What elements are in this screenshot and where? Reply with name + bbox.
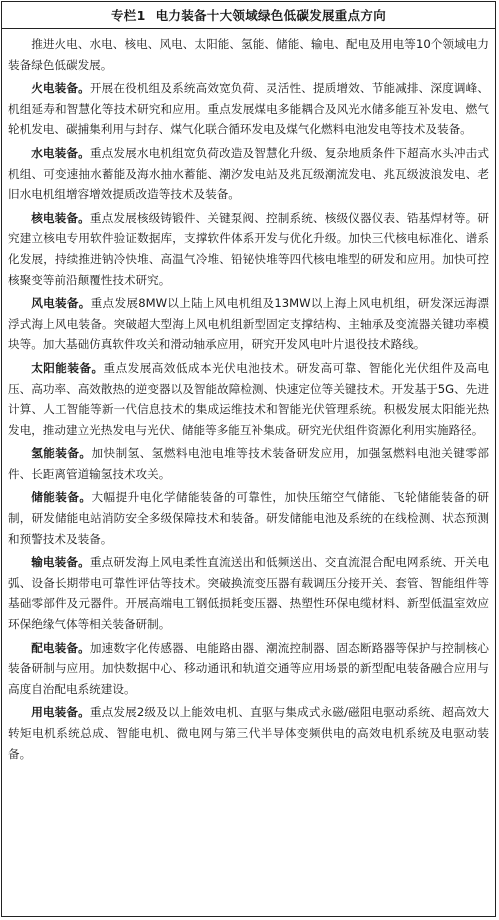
section-lead: 储能装备。 <box>31 490 92 505</box>
section-lead: 用电装备。 <box>31 705 90 720</box>
section-text: 重点发展2级及以上能效电机、直驱与集成式永磁/磁阻电驱动系统、超高效大转矩电机系统总成、智能电机、微电网与第三代半导体变频供电的高效电机系统及电驱动装备。 <box>8 705 489 761</box>
intro-paragraph: 推进火电、水电、核电、风电、太阳能、氢能、储能、输电、配电及用电等10个领域电力装备绿色低碳发展。 <box>8 37 489 72</box>
column-label: 专栏1 <box>110 8 146 23</box>
section-consumption <box>8 702 489 764</box>
column-box <box>1 1 496 917</box>
section-lead: 核电装备。 <box>31 210 90 225</box>
section-lead: 风电装备。 <box>31 296 91 311</box>
section-text: 重点发展水电机组宽负荷改造及智慧化升级、复杂地质条件下超高水头冲击式机组、可变速抽水蓄能及海水抽水蓄能、潮汐发电站及兆瓦级潮流发电、兆瓦级波浪发电、老旧水电机组增容增效提质改造等技术及装备。 <box>8 145 489 202</box>
section-lead: 火电装备。 <box>31 81 90 96</box>
section-solar <box>8 358 489 440</box>
section-lead: 太阳能装备。 <box>31 360 104 375</box>
section-text: 加快制氢、氢燃料电池电堆等技术装备研发应用，加强氢燃料电池关键零部件、长距离管道输氢技术攻关。 <box>8 446 489 481</box>
section-text: 重点研发海上风电柔性直流送出和低频送出、交直流混合配电网系统、开关电弧、设备长期带电可靠性评估等技术。突破换流变压器有载调压分接开关、套管、智能组件等基础零部件及元器件。开展高端电工钢低损耗变压器、热塑性环保电缆材料、新型低温室效应环保绝缘气体等相关装备研制。 <box>8 555 489 632</box>
section-nuclear <box>8 208 489 290</box>
section-text: 加速数字化传感器、电能路由器、潮流控制器、固态断路器等保护与控制核心装备研制与应用。加快数据中心、移动通讯和轨道交通等应用场景的新型配电装备融合应用与高度自治配电系统建设。 <box>8 640 489 696</box>
section-text: 重点发展8MW以上陆上风电机组及13MW以上海上风电机组，研发深远海漂浮式海上风电装备。突破超大型海上风电机组新型固定支撑结构、主轴承及变流器关键功率模块等。加大基础仿真软件攻关和滑动轴承应用，研究开发风电叶片退役技术路线。 <box>8 296 489 352</box>
section-storage <box>8 487 489 549</box>
section-lead: 输电装备。 <box>31 555 90 570</box>
section-lead: 氢能装备。 <box>31 446 92 461</box>
section-lead: 配电装备。 <box>31 640 90 655</box>
section-text: 重点发展核级铸锻件、关键泵阀、控制系统、核级仪器仪表、锆基焊材等。研究建立核电专用软件验证数据库，支撑软件体系开发与优化升级。加快三代核电标准化、谱系化发展，持续推进钠冷快堆、高温气冷堆、铅铋快堆等四代核电堆型的研发和应用。加快可控核聚变等前沿颠覆性技术研究。 <box>8 210 489 287</box>
section-transmission <box>8 552 489 634</box>
column-header <box>2 2 495 29</box>
section-thermal-power <box>8 78 489 140</box>
section-text: 重点发展高效低成本光伏电池技术。研发高可靠、智能化光伏组件及高电压、高功率、高效散热的逆变器以及智能故障检测、快速定位等关键技术。开发基于5G、先进计算、人工智能等新一代信息技术的集成运维技术和智能光伏管理系统。积极发展太阳能光热发电，推动建立光热发电与光伏、储能等多能互补集成。研究光伏组件资源化利用实施路径。 <box>8 360 489 437</box>
section-text: 大幅提升电化学储能装备的可靠性，加快压缩空气储能、飞轮储能装备的研制，研发储能电站消防安全多级保障技术和装备。研发储能电池及系统的在线检测、状态预测和预警技术及装备。 <box>8 490 489 546</box>
column-title: 电力装备十大领域绿色低碳发展重点方向 <box>155 8 386 23</box>
section-lead: 水电装备。 <box>31 145 90 160</box>
section-hydrogen <box>8 443 489 484</box>
section-hydropower <box>8 143 489 205</box>
section-wind <box>8 293 489 355</box>
section-text: 开展在役机组及系统高效宽负荷、灵活性、提质增效、节能减排、深度调峰、机组延寿和智慧化等技术研究和应用。重点发展煤电多能耦合及风光水储多能互补发电、燃气轮机发电、碳捕集利用与封存、煤气化联合循环发电及煤气化燃料电池发电等技术及装备。 <box>8 81 489 137</box>
section-distribution <box>8 638 489 700</box>
column-body <box>2 29 495 764</box>
